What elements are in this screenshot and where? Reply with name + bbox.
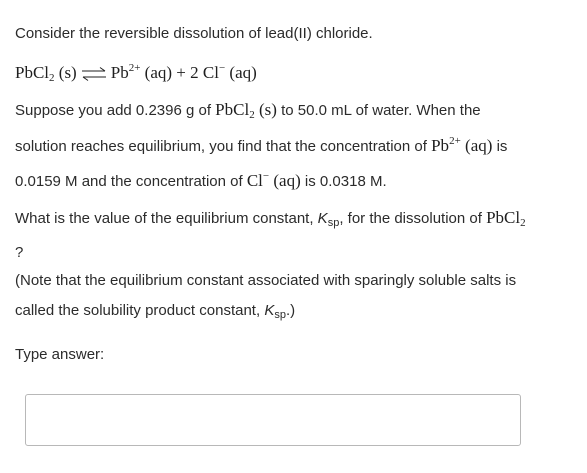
pbcl2-formula: PbCl$_2$ — [486, 208, 526, 229]
plus-sign: + — [176, 63, 186, 82]
answer-input[interactable] — [25, 394, 521, 446]
question-paragraph-line4: What is the value of the equilibrium constant, $K_{sp}$, for the dissolution of PbCl$_2$ — [15, 208, 526, 229]
reactant-state: (s) — [58, 63, 77, 82]
coefficient: 2 — [190, 63, 199, 82]
chloride-ion-formula: Cl− (aq) — [246, 170, 301, 190]
question-paragraph-line1: Suppose you add 0.2396 g of PbCl$_2$ (s) to 50.0 mL of water. When the — [15, 100, 481, 121]
note-line2: called the solubility product constant, $K_{sp}$.) — [15, 302, 296, 321]
product1-state: (aq) — [144, 63, 173, 82]
question-mark: ? — [15, 244, 24, 261]
equilibrium-arrows-icon — [81, 67, 107, 81]
question-paragraph-line2: solution reaches equilibrium, you find that the concentration of $Pb^{2+}$ (aq) is — [15, 135, 508, 155]
note-line1: (Note that the equilibrium constant associated with sparingly soluble salts is — [15, 272, 517, 289]
question-paragraph-line3: 0.0159 M and the concentration of Cl− (aq) is 0.0318 M. — [15, 170, 387, 190]
product1-formula: $Pb^{2+}$ — [110, 62, 141, 82]
reaction-equation — [15, 63, 257, 83]
product2-formula: Cl− — [202, 62, 226, 82]
note-ksp-symbol: $K_{sp}$ — [264, 302, 286, 321]
pbcl2-solid-formula: PbCl$_2$ (s) — [215, 100, 277, 121]
question-intro: Consider the reversible dissolution of lead(II) chloride. — [15, 25, 373, 42]
ksp-symbol: $K_{sp}$ — [317, 210, 340, 229]
answer-label: Type answer: — [15, 346, 105, 363]
product2-state: (aq) — [229, 63, 257, 82]
lead-ion-formula: $Pb^{2+}$ (aq) — [431, 135, 493, 155]
reactant-formula: PbCl$_2$ — [15, 63, 55, 84]
